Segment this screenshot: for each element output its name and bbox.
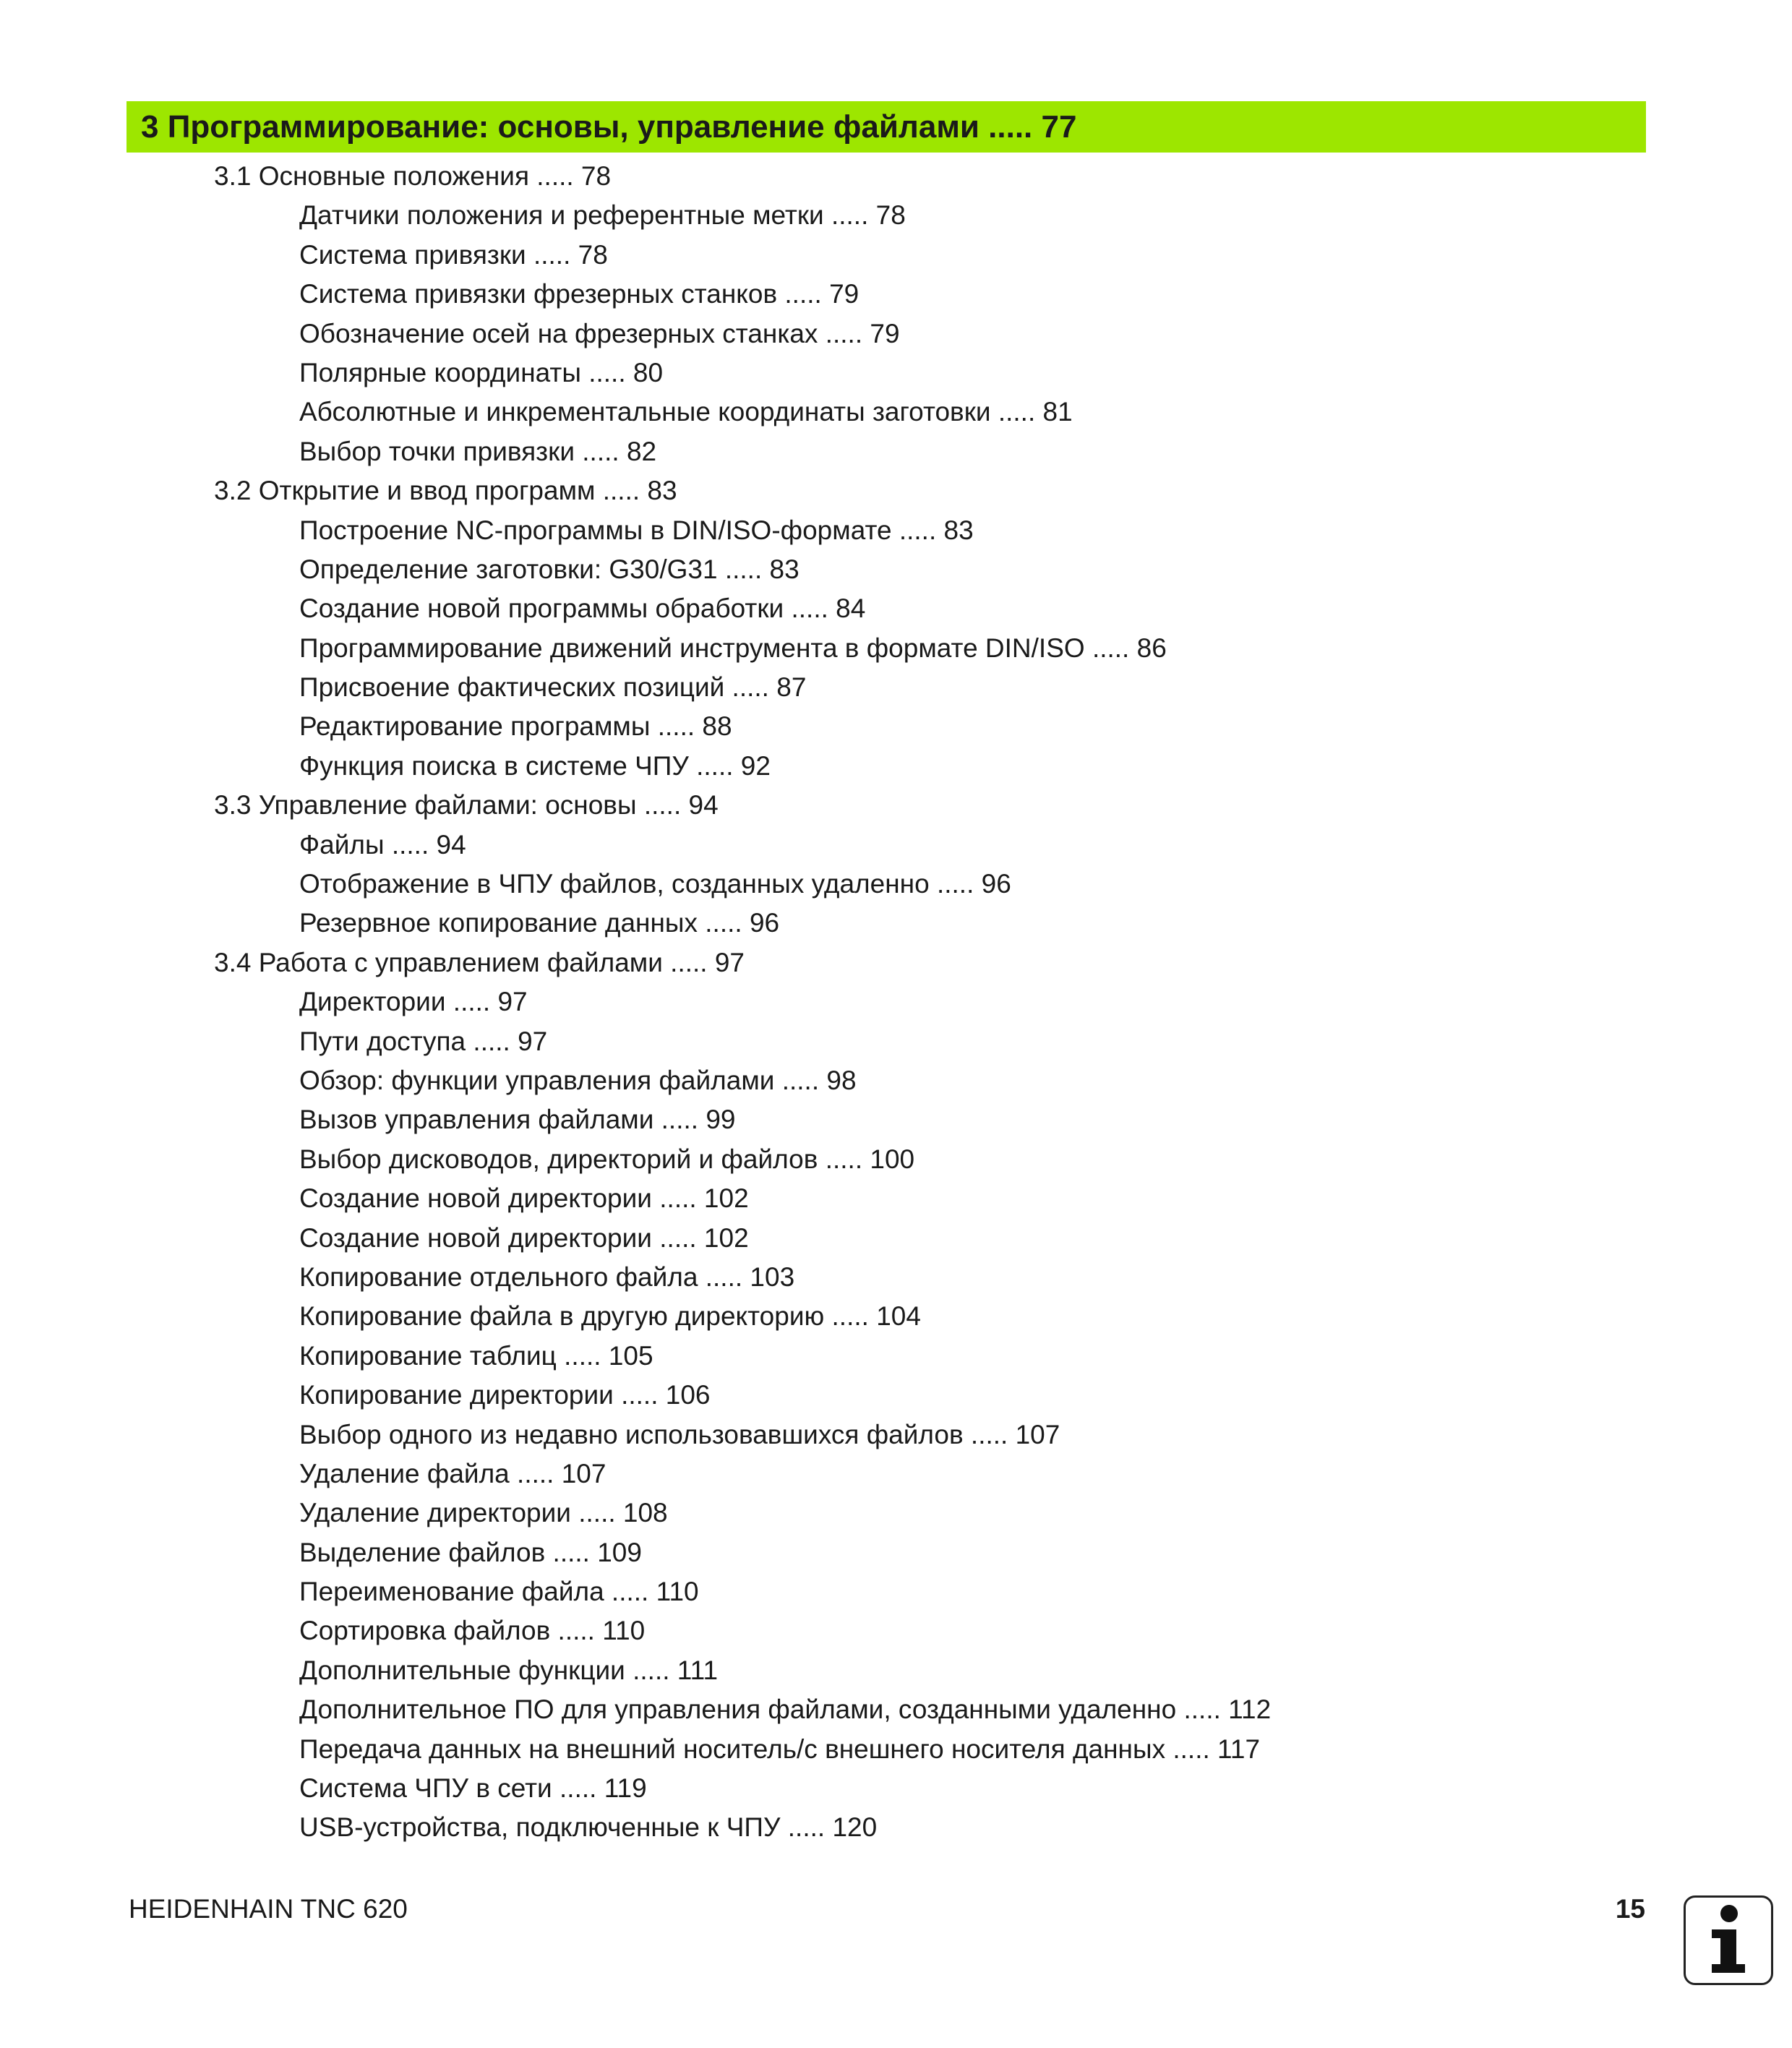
toc-entry[interactable]: Отображение в ЧПУ файлов, созданных удаленно ..... 96 [299,869,1011,899]
toc-entry[interactable]: Построение NC-программы в DIN/ISO-формате ..... 83 [299,515,974,545]
toc-entry[interactable]: Абсолютные и инкрементальные координаты заготовки ..... 81 [299,397,1073,427]
toc-entry[interactable]: Копирование таблиц ..... 105 [299,1340,653,1371]
toc-entry[interactable]: Создание новой программы обработки ..... 84 [299,594,866,624]
toc-entry[interactable]: Определение заготовки: G30/G31 ..... 83 [299,554,799,584]
toc-entry[interactable]: Обозначение осей на фрезерных станках ..... 79 [299,318,900,348]
chapter-title: 3 Программирование: основы, управление файлами ..... 77 [141,108,1077,145]
info-icon[interactable] [1684,1895,1773,1985]
toc-entry[interactable]: Копирование директории ..... 106 [299,1380,711,1410]
toc-entry[interactable]: Дополнительное ПО для управления файлами, созданными удаленно ..... 112 [299,1694,1272,1725]
toc-entry[interactable]: Удаление файла ..... 107 [299,1458,606,1488]
toc-entry[interactable]: Передача данных на внешний носитель/с внешнего носителя данных ..... 117 [299,1734,1261,1764]
toc-entry[interactable]: Функция поиска в системе ЧПУ ..... 92 [299,750,771,781]
toc-entry[interactable]: Копирование отдельного файла ..... 103 [299,1261,795,1292]
info-icon-glyph [1686,1898,1771,1983]
table-of-contents [0,157,1792,1848]
toc-entry[interactable]: Система привязки ..... 78 [299,239,608,270]
toc-entry[interactable]: Дополнительные функции ..... 111 [299,1655,719,1685]
toc-entry[interactable]: Программирование движений инструмента в формате DIN/ISO ..... 86 [299,633,1167,663]
toc-entry[interactable]: Обзор: функции управления файлами ..... 98 [299,1065,857,1095]
page-number: 15 [1615,1894,1645,1924]
toc-entry[interactable]: Присвоение фактических позиций ..... 87 [299,672,807,703]
toc-entry[interactable]: 3.3 Управление файлами: основы ..... 94 [214,790,719,821]
footer-product-name: HEIDENHAIN TNC 620 [129,1894,408,1924]
toc-entry[interactable]: Система ЧПУ в сети ..... 119 [299,1773,647,1804]
toc-entry[interactable]: Файлы ..... 94 [299,829,466,860]
toc-entry[interactable]: Копирование файла в другую директорию ..... 104 [299,1301,921,1332]
toc-entry[interactable]: Переименование файла ..... 110 [299,1577,699,1607]
toc-entry[interactable]: Удаление директории ..... 108 [299,1498,668,1528]
chapter-header [127,101,1646,153]
toc-entry[interactable]: Датчики положения и референтные метки ..... 78 [299,200,906,231]
toc-entry[interactable]: 3.2 Открытие и ввод программ ..... 83 [214,476,677,506]
toc-entry[interactable]: Создание новой директории ..... 102 [299,1183,749,1214]
toc-entry[interactable]: Выбор дисководов, директорий и файлов ..... 100 [299,1144,915,1174]
toc-entry[interactable]: 3.4 Работа с управлением файлами ..... 97 [214,947,745,977]
toc-entry[interactable]: Сортировка файлов ..... 110 [299,1616,646,1646]
toc-entry[interactable]: 3.1 Основные положения ..... 78 [214,161,612,191]
toc-entry[interactable]: Создание новой директории ..... 102 [299,1222,749,1253]
toc-entry[interactable]: Полярные координаты ..... 80 [299,357,664,387]
toc-entry[interactable]: Редактирование программы ..... 88 [299,711,732,742]
toc-entry[interactable]: Выбор одного из недавно использовавшихся файлов ..... 107 [299,1419,1060,1449]
toc-entry[interactable]: Резервное копирование данных ..... 96 [299,908,780,938]
toc-entry[interactable]: Система привязки фрезерных станков ..... 79 [299,279,859,309]
toc-entry[interactable]: Директории ..... 97 [299,987,528,1017]
toc-entry[interactable]: Вызов управления файлами ..... 99 [299,1105,736,1135]
toc-entry[interactable]: Выделение файлов ..... 109 [299,1537,642,1567]
toc-entry[interactable]: Выбор точки привязки ..... 82 [299,436,657,466]
toc-entry[interactable]: Пути доступа ..... 97 [299,1026,548,1056]
toc-entry[interactable]: USB-устройства, подключенные к ЧПУ ..... 120 [299,1812,878,1843]
